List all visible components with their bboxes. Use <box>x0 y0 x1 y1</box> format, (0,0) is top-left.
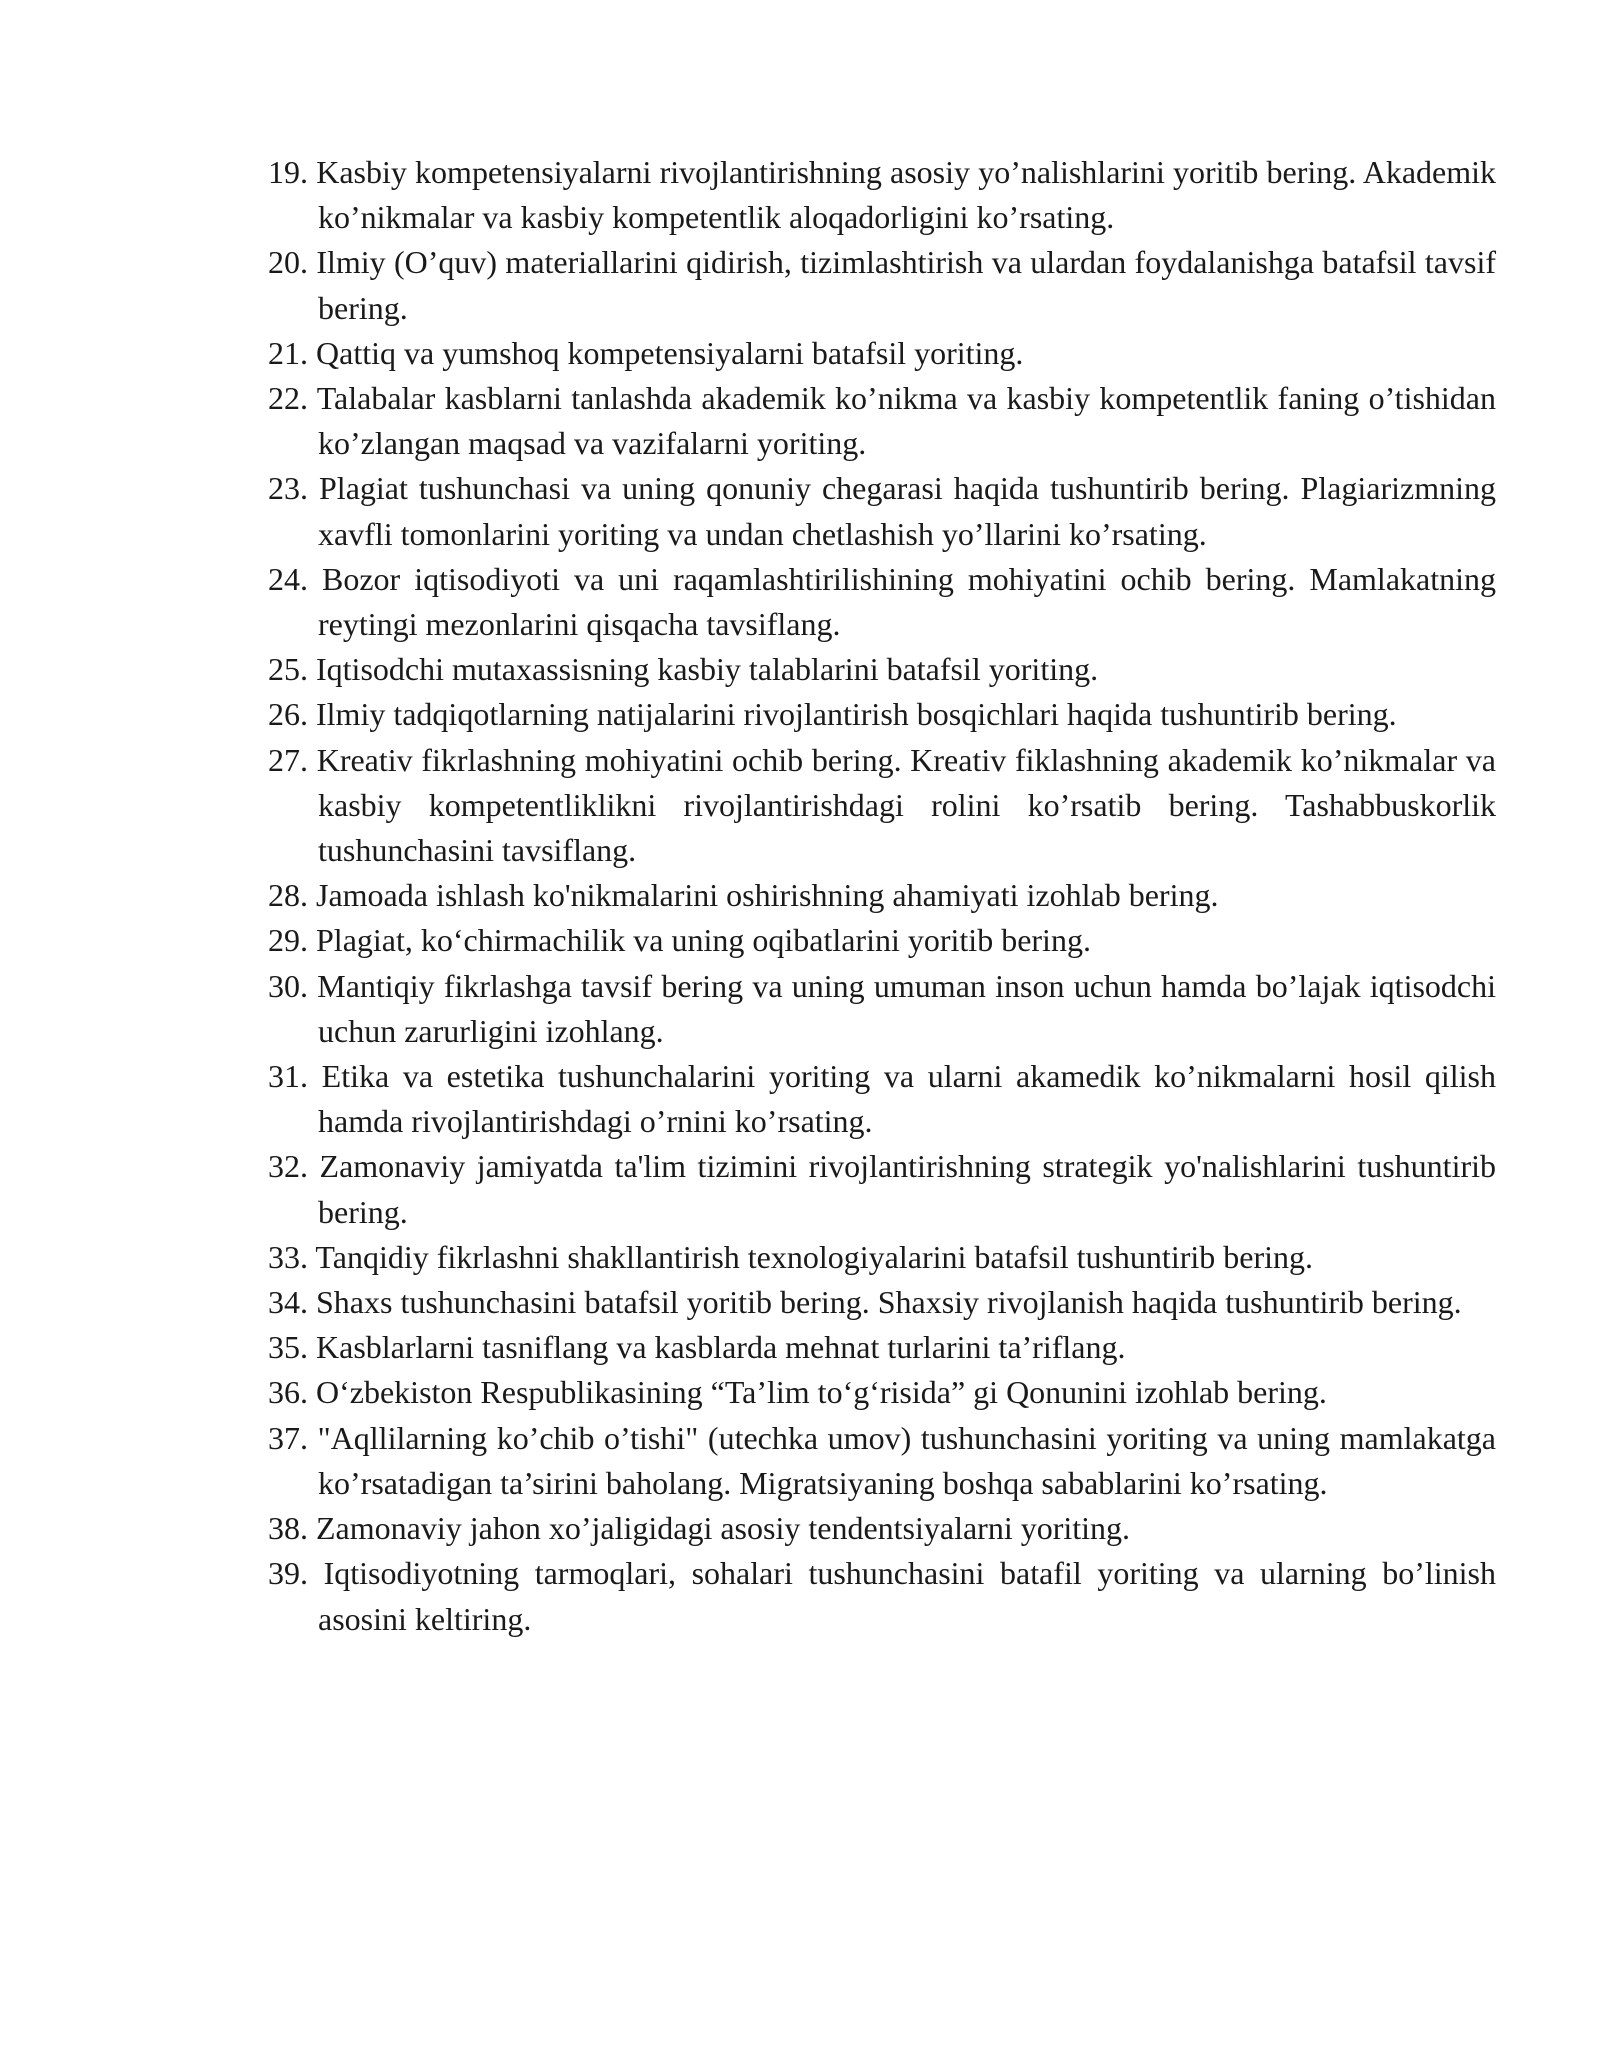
list-item <box>268 1325 1496 1370</box>
question-list <box>268 150 1496 1642</box>
list-item <box>268 557 1496 647</box>
question-number: 31. <box>268 1058 308 1095</box>
question-text: Zamonaviy jamiyatda ta'lim tizimini rivojlantirishning strategik yo'nalishlarini tushuntirib bering. <box>318 1148 1497 1230</box>
question-text: "Aqllilarning ko’chib o’tishi" (utechka umov) tushunchasini yoriting va uning mamlakatga ko’rsatadigan ta’sirini baholang. Migratsiyaning boshqa sabablarini ko’rsating. <box>317 1419 1497 1501</box>
question-text: Mantiqiy fikrlashga tavsif bering va uning umuman inson uchun hamda bo’lajak iqtisodchi uchun zarurligini izohlang. <box>317 967 1497 1049</box>
question-number: 25. <box>268 651 308 688</box>
question-number: 30. <box>268 967 308 1004</box>
list-item <box>268 647 1496 692</box>
list-item <box>268 331 1496 376</box>
question-number: 33. <box>268 1238 308 1275</box>
question-text: Ilmiy (O’quv) materiallarini qidirish, tizimlashtirish va ulardan foydalanishga batafsil tavsif bering. <box>316 244 1497 326</box>
question-number: 35. <box>268 1329 308 1366</box>
question-number: 29. <box>268 922 308 959</box>
question-number: 26. <box>268 696 308 733</box>
question-text: Ilmiy tadqiqotlarning natijalarini rivojlantirish bosqichlari haqida tushuntirib bering. <box>316 696 1397 733</box>
question-number: 28. <box>268 877 308 914</box>
list-item <box>268 376 1496 466</box>
question-number: 27. <box>268 741 308 778</box>
question-text: Etika va estetika tushunchalarini yoriting va ularni akamedik ko’nikmalarni hosil qilish hamda rivojlantirishdagi o’rnini ko’rsating. <box>318 1058 1496 1140</box>
question-number: 34. <box>268 1284 308 1321</box>
list-item <box>268 1551 1496 1641</box>
list-item <box>268 240 1496 330</box>
list-item <box>268 918 1496 963</box>
question-number: 21. <box>268 334 308 371</box>
question-text: Kreativ fikrlashning mohiyatini ochib bering. Kreativ fiklashning akademik ko’nikmalar va kasbiy kompetentliklikni rivojlantirishdagi rolini ko’rsatib bering. Tashabbuskorlik tushunchasini tavsiflang. <box>316 741 1497 869</box>
list-item <box>268 150 1496 240</box>
question-number: 32. <box>268 1148 308 1185</box>
question-number: 38. <box>268 1510 308 1547</box>
question-number: 19. <box>268 154 308 190</box>
question-text: Iqtisodchi mutaxassisning kasbiy talablarini batafsil yoriting. <box>316 651 1099 688</box>
list-item <box>268 964 1496 1054</box>
list-item <box>268 1416 1496 1506</box>
question-text: Tanqidiy fikrlashni shakllantirish texnologiyalarini batafsil tushuntirib bering. <box>315 1238 1313 1275</box>
list-item <box>268 1054 1496 1144</box>
question-text: Kasbiy kompetensiyalarni rivojlantirishning asosiy yo’nalishlarini yoritib bering. Akademik ko’nikmalar va kasbiy kompetentlik aloqadorligini ko’rsating. <box>316 154 1497 236</box>
question-text: Qattiq va yumshoq kompetensiyalarni batafsil yoriting. <box>316 334 1024 371</box>
question-text: Plagiat, ko‘chirmachilik va uning oqibatlarini yoritib bering. <box>316 922 1091 959</box>
list-item <box>268 692 1496 737</box>
list-item <box>268 466 1496 556</box>
question-number: 24. <box>268 560 308 597</box>
question-text: Iqtisodiyotning tarmoqlari, sohalari tushunchasini batafil yoriting va ularning bo’linish asosini keltiring. <box>318 1555 1497 1637</box>
question-number: 22. <box>268 380 308 417</box>
question-number: 20. <box>268 244 308 281</box>
list-item <box>268 1506 1496 1551</box>
list-item <box>268 738 1496 874</box>
question-number: 36. <box>268 1374 308 1411</box>
list-item <box>268 873 1496 918</box>
question-text: Bozor iqtisodiyoti va uni raqamlashtirilishining mohiyatini ochib bering. Mamlakatning reytingi mezonlarini qisqacha tavsiflang. <box>318 560 1497 643</box>
question-text: Zamonaviy jahon xo’jaligidagi asosiy tendentsiyalarni yoriting. <box>316 1510 1131 1547</box>
question-text: Kasblarlarni tasniflang va kasblarda mehnat turlarini ta’riflang. <box>316 1329 1126 1366</box>
question-number: 23. <box>268 470 308 507</box>
question-text: Talabalar kasblarni tanlashda akademik ko’nikma va kasbiy kompetentlik faning o’tishidan ko’zlangan maqsad va vazifalarni yoriting. <box>316 380 1497 462</box>
question-text: O‘zbekiston Respublikasining “Ta’lim to‘g‘risida” gi Qonunini izohlab bering. <box>316 1374 1327 1411</box>
question-text: Shaxs tushunchasini batafsil yoritib bering. Shaxsiy rivojlanish haqida tushuntirib bering. <box>316 1284 1462 1321</box>
question-text: Jamoada ishlash ko'nikmalarini oshirishning ahamiyati izohlab bering. <box>316 877 1219 914</box>
question-number: 37. <box>268 1419 308 1456</box>
question-text: Plagiat tushunchasi va uning qonuniy chegarasi haqida tushuntirib bering. Plagiarizmning xavfli tomonlarini yoriting va undan chetlashish yo’llarini ko’rsating. <box>318 470 1496 552</box>
question-number: 39. <box>268 1555 308 1592</box>
list-item <box>268 1280 1496 1325</box>
list-item <box>268 1235 1496 1280</box>
list-item <box>268 1144 1496 1234</box>
list-item <box>268 1370 1496 1415</box>
